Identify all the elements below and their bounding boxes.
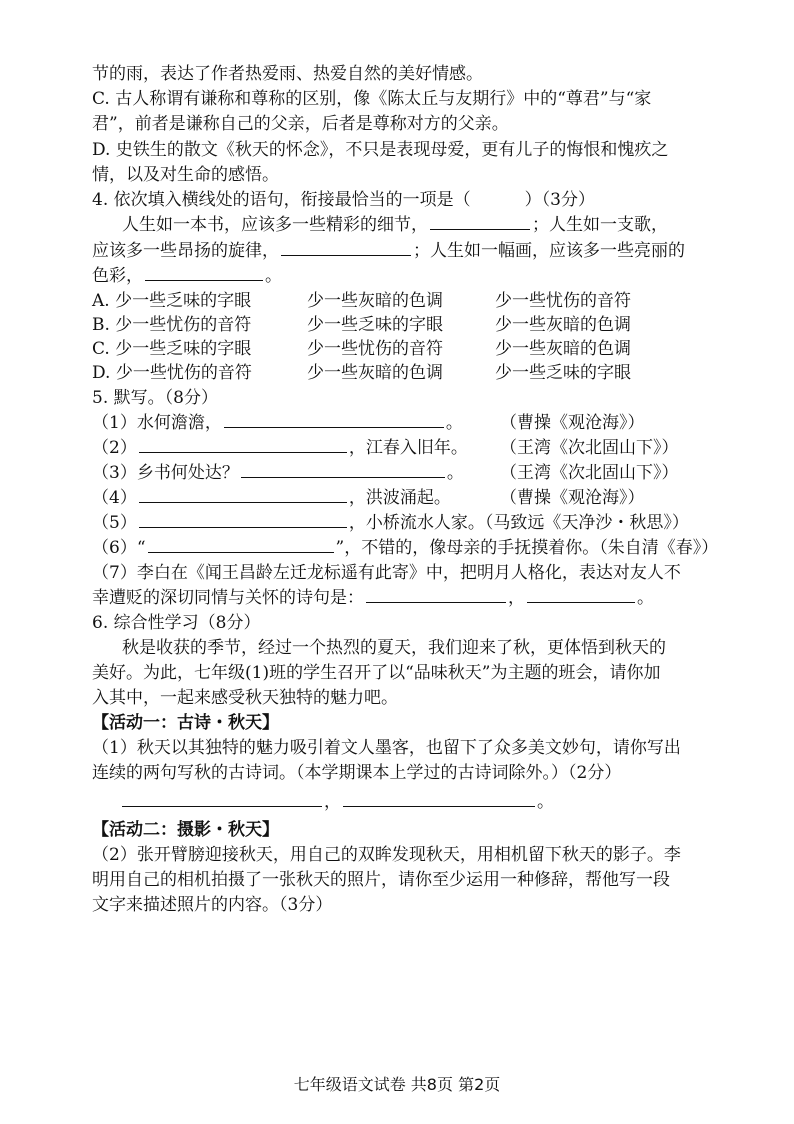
q3-option-d: D. 史铁生的散文《秋天的怀念》，不只是表现母爱，更有儿子的悔恨和愧疚之 [92, 140, 669, 160]
option-col2: 少一些灰暗的色调 [307, 291, 443, 311]
q5-blank-4[interactable] [139, 486, 347, 503]
q5-item-1 [92, 411, 463, 435]
q5-text: （6）“ [92, 538, 146, 558]
activity-1-answer-line [120, 790, 554, 814]
activity-1-blank-1[interactable] [122, 790, 322, 807]
q6-intro-3: 入其中，一起来感受秋天独特的魅力吧。 [92, 688, 398, 708]
activity-2-question-cont-2: 文字来描述照片的内容。（3分） [92, 895, 333, 915]
option-col2: 少一些忧伤的音符 [307, 339, 443, 359]
q6-intro-1: 秋是收获的季节，经过一个热烈的夏天，我们迎来了秋，更体悟到秋天的 [122, 638, 666, 658]
q5-text: 。 [445, 413, 463, 433]
q5-text: （4） [92, 488, 137, 508]
q4-stem-score: ）（3分） [524, 190, 595, 210]
q4-passage-line1 [122, 213, 668, 237]
q4-passage-text: 色彩， [92, 266, 143, 286]
answer-comma: ， [324, 792, 341, 812]
option-col2: 少一些乏味的字眼 [307, 315, 443, 335]
q5-text: （5） [92, 513, 137, 533]
q4-stem [92, 188, 595, 212]
q6-intro-2: 美好。为此，七年级(1)班的学生召开了以“品味秋天”为主题的班会，请你加 [92, 663, 661, 683]
option-col3: 少一些乏味的字眼 [495, 363, 631, 383]
activity-2-question: （2）张开臂膀迎接秋天，用自己的双眸发现秋天，用相机留下秋天的影子。李 [92, 845, 681, 865]
activity-2-heading: 【活动二：摄影・秋天】 [92, 820, 279, 840]
q4-passage-text: 人生如一本书，应该多一些精彩的细节， [122, 215, 428, 235]
q5-item-2 [92, 436, 468, 460]
option-col1: D. 少一些忧伤的音符 [92, 363, 252, 383]
option-col3: 少一些灰暗的色调 [495, 315, 631, 335]
q5-item-7-cont [92, 586, 654, 610]
option-col1: B. 少一些忧伤的音符 [92, 315, 252, 335]
q3-option-c-cont: 君”，前者是谦称自己的父亲，后者是尊称对方的父亲。 [92, 114, 509, 134]
option-col3: 少一些灰暗的色调 [495, 339, 631, 359]
q5-item-3 [92, 461, 464, 485]
q5-source-4: （曹操《观沧海》） [500, 488, 645, 508]
q5-blank-7a[interactable] [366, 586, 506, 603]
q5-text: ， [508, 588, 525, 608]
q4-passage-text: ；人生如一幅画，应该多一些亮丽的 [413, 241, 685, 261]
q5-blank-7b[interactable] [527, 586, 635, 603]
q4-passage-line2 [92, 239, 685, 263]
q5-item-5 [92, 511, 689, 535]
option-col1: A. 少一些乏味的字眼 [92, 291, 252, 311]
q4-passage-text: ；人生如一支歌， [532, 215, 668, 235]
activity-1-question: （1）秋天以其独特的魅力吸引着文人墨客，也留下了众多美文妙句，请你写出 [92, 738, 681, 758]
activity-1-question-cont: 连续的两句写秋的古诗词。（本学期课本上学过的古诗词除外。）（2分） [92, 763, 622, 783]
q5-blank-6[interactable] [148, 536, 334, 553]
q5-text: （1）水何澹澹， [92, 413, 222, 433]
q6-title: 6. 综合性学习（8分） [92, 613, 261, 633]
q5-text: ，江春入旧年。 [348, 438, 468, 458]
q3-line: 节的雨，表达了作者热爱雨、热爱自然的美好情感。 [92, 64, 483, 84]
q4-passage-text: 应该多一些昂扬的旋律， [92, 241, 279, 261]
q5-text: 。 [446, 463, 464, 483]
option-col2: 少一些灰暗的色调 [307, 363, 443, 383]
q5-text: ，小桥流水人家。（马致远《天净沙・秋思》） [348, 513, 689, 533]
option-col3: 少一些忧伤的音符 [495, 291, 631, 311]
q5-text: ”，不错的，像母亲的手抚摸着你。（朱自清《春》） [335, 538, 719, 558]
option-col1: C. 少一些乏味的字眼 [92, 339, 252, 359]
q4-passage-text: 。 [265, 266, 282, 286]
q4-passage-line3 [92, 264, 282, 288]
activity-2-question-cont: 明用自己的相机拍摄了一张秋天的照片，请你至少运用一种修辞，帮他写一段 [92, 870, 670, 890]
activity-1-blank-2[interactable] [343, 790, 535, 807]
q5-source-1: （曹操《观沧海》） [500, 413, 645, 433]
q5-blank-2[interactable] [139, 436, 347, 453]
q3-option-c: C. 古人称谓有谦称和尊称的区别，像《陈太丘与友期行》中的“尊君”与“家 [92, 89, 652, 109]
q5-blank-1[interactable] [224, 411, 444, 428]
q5-title: 5. 默写。（8分） [92, 388, 218, 408]
q5-text: 。 [637, 588, 654, 608]
q5-source-3: （王湾《次北固山下》） [500, 463, 679, 483]
q5-text: （2） [92, 438, 137, 458]
q5-item-6 [92, 536, 718, 560]
q5-text: （3）乡书何处达？ [92, 463, 239, 483]
q5-source-2: （王湾《次北固山下》） [500, 438, 679, 458]
q4-blank-1[interactable] [430, 213, 530, 230]
q4-blank-2[interactable] [281, 239, 411, 256]
q5-text: 幸遭贬的深切同情与关怀的诗句是： [92, 588, 364, 608]
q5-item-7: （7）李白在《闻王昌龄左迁龙标遥有此寄》中，把明月人格化，表达对友人不 [92, 563, 681, 583]
q5-item-4 [92, 486, 451, 510]
answer-period: 。 [537, 792, 554, 812]
q5-blank-5[interactable] [139, 511, 347, 528]
q3-option-d-cont: 情，以及对生命的感悟。 [92, 165, 279, 185]
activity-1-heading: 【活动一：古诗・秋天】 [92, 713, 279, 733]
q4-stem-text: 4. 依次填入横线处的语句，衔接最恰当的一项是（ [92, 190, 471, 210]
q5-text: ，洪波涌起。 [348, 488, 451, 508]
page-footer: 七年级语文试卷 共8页 第2页 [293, 1075, 501, 1094]
q4-blank-3[interactable] [145, 264, 263, 281]
q5-blank-3[interactable] [241, 461, 445, 478]
